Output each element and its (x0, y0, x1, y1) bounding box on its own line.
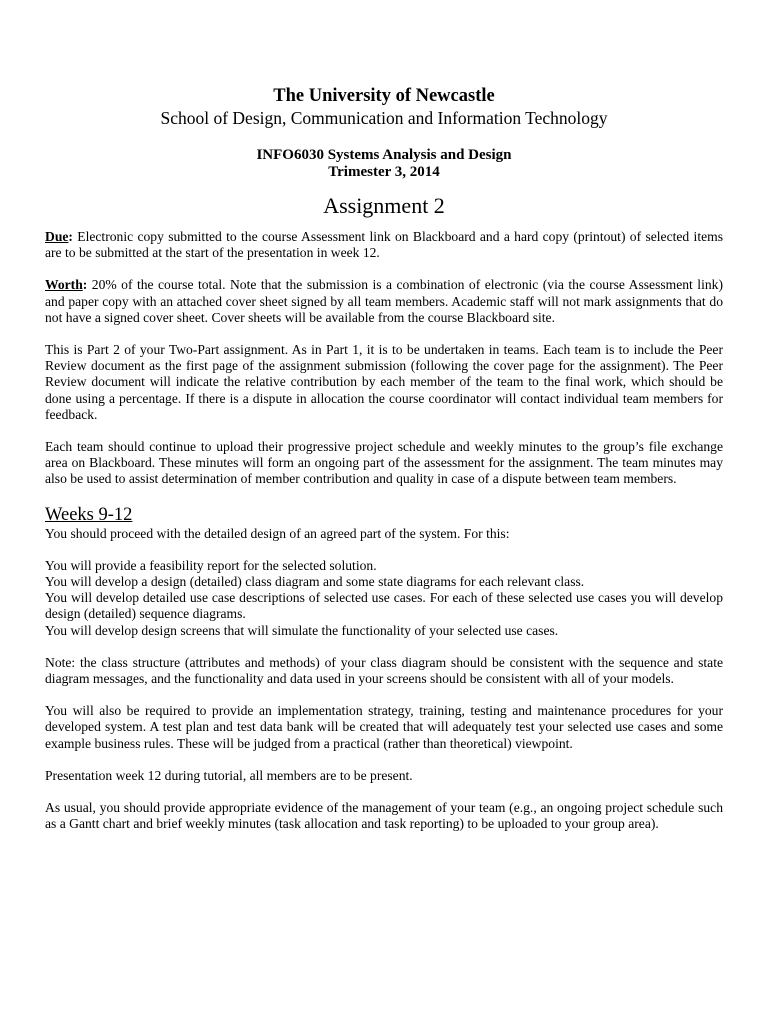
task-item: You will provide a feasibility report for the selected solution. (45, 557, 377, 573)
worth-label: Worth (45, 277, 83, 293)
task-item: You will develop detailed use case descriptions of selected use cases. For each of these selected use cases you will develop design (detailed) sequence diagrams. (45, 590, 723, 622)
management-paragraph: As usual, you should provide appropriate evidence of the management of your team (e.g., an ongoing project schedule such as a Gantt chart and brief weekly minutes (task allocation and task reporting) to be uploaded to your group area). (45, 800, 723, 832)
weeks-lead: You should proceed with the detailed design of an agreed part of the system. For this: (45, 525, 510, 541)
minutes-paragraph: Each team should continue to upload their progressive project schedule and weekly minutes to the group’s file exchange area on Blackboard. These minutes will form an ongoing part of the assessment for the assignment. The team minutes may also be used to assist determination of member contribution and quality in case of a dispute between team members. (45, 439, 723, 487)
worth-text: 20% of the course total. Note that the submission is a combination of electronic (via the course Assessment link) and paper copy with an attached cover sheet signed by all team members. Academic staff will not mark assignments that do not have a signed cover sheet. Cover sheets will be available from the course Blackboard site. (45, 277, 723, 325)
presentation-paragraph: Presentation week 12 during tutorial, all members are to be present. (45, 767, 413, 783)
peer-review-paragraph: This is Part 2 of your Two-Part assignment. As in Part 1, it is to be undertaken in teams. Each team is to include the Peer Review document as the first page of the assignment submission (following the cover page for the assignment). The Peer Review document will indicate the relative contribution by each member of the team to the final work, which should be done using a percentage. If there is a dispute in allocation the course coordinator will contact individual team members for feedback. (45, 342, 723, 422)
school-name: School of Design, Communication and Information Technology (160, 108, 608, 128)
due-label: Due (45, 229, 69, 244)
task-item: You will develop a design (detailed) class diagram and some state diagrams for each relevant class. (45, 574, 585, 590)
worth-paragraph: Worth: 20% of the course total. Note that the submission is a combination of electronic (via the course Assessment link) and paper copy with an attached cover sheet signed by all team members. Academic staff will not mark assignments that do not have a signed cover sheet. Cover sheets will be available from the course Blackboard site. (45, 277, 723, 325)
due-paragraph: Due: Electronic copy submitted to the course Assessment link on Blackboard and a hard copy (printout) of selected items are to be submitted at the start of the presentation in week 12. (45, 229, 723, 261)
due-text: Electronic copy submitted to the course Assessment link on Blackboard and a hard copy (printout) of selected items are to be submitted at the start of the presentation in week 12. (45, 229, 723, 261)
assignment-title: Assignment 2 (323, 193, 445, 218)
term-label: Trimester 3, 2014 (328, 164, 440, 180)
implementation-paragraph: You will also be required to provide an implementation strategy, training, testing and maintenance procedures for your developed system. A test plan and test data bank will be created that will adequately test your selected use cases and some example business rules. These will be judged from a practical (rather than theoretical) viewpoint. (45, 703, 723, 751)
weeks-heading: Weeks 9-12 (45, 504, 133, 525)
consistency-note: Note: the class structure (attributes and methods) of your class diagram should be consistent with the sequence and state diagram messages, and the functionality and data used in your screens should be consistent with all of your models. (45, 654, 723, 687)
course-title: INFO6030 Systems Analysis and Design (256, 147, 512, 163)
university-name: The University of Newcastle (273, 86, 495, 106)
task-item: You will develop design screens that will simulate the functionality of your selected use cases. (45, 622, 559, 638)
assignment-page (45, 85, 723, 832)
document-header (45, 85, 723, 219)
task-list (45, 558, 723, 639)
